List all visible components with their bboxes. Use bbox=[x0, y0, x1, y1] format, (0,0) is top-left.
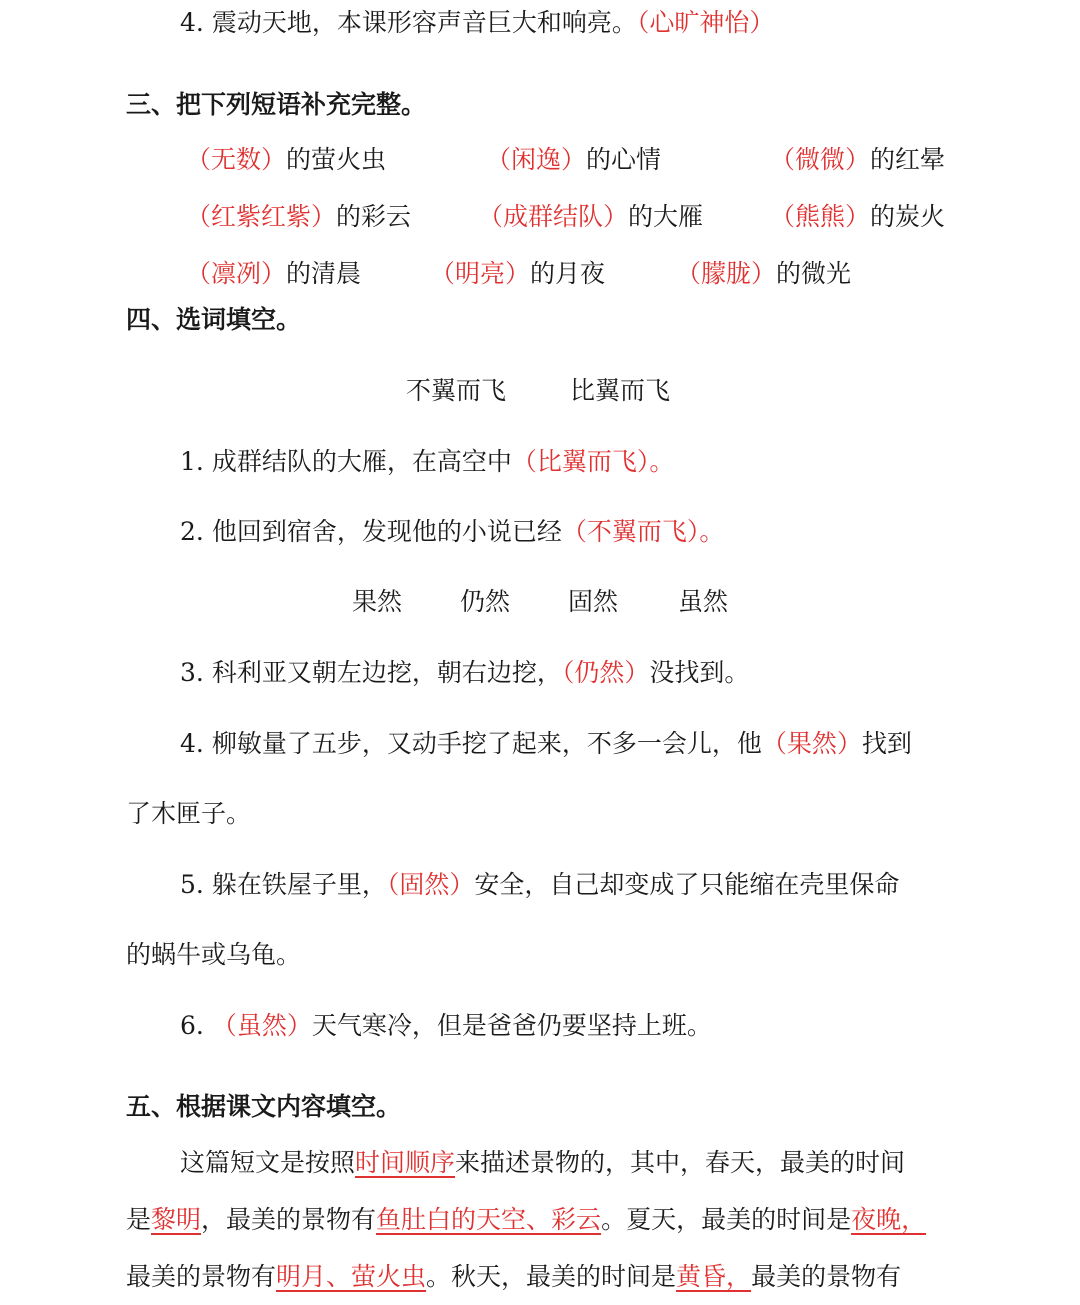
answer-text: 虽然 bbox=[236, 1011, 287, 1040]
phrase-suffix: 的大雁 bbox=[628, 202, 704, 231]
phrase-item: （熊熊）的炭火 bbox=[770, 202, 946, 231]
answer-close-paren: ）。 bbox=[686, 517, 725, 546]
phrase-item: （朦胧）的微光 bbox=[676, 259, 852, 288]
item-number: 4. bbox=[180, 8, 204, 37]
phrase-answer: 明亮 bbox=[455, 259, 506, 288]
phrase-suffix: 的萤火虫 bbox=[286, 145, 387, 174]
phrase-item: （微微）的红晕 bbox=[770, 145, 946, 174]
question-number: 3. bbox=[180, 658, 204, 687]
phrase-item: （闲逸）的心情 bbox=[486, 145, 662, 174]
question-text-after: 安全，自己却变成了只能缩在壳里保命 bbox=[474, 870, 900, 899]
answer-close-paren: ）。 bbox=[636, 447, 675, 476]
word-bank-word: 果然 bbox=[352, 587, 403, 616]
phrase-suffix: 的月夜 bbox=[530, 259, 606, 288]
question-1 bbox=[180, 445, 674, 479]
phrase-answer: 成群结队 bbox=[503, 202, 604, 231]
phrase-suffix: 的微光 bbox=[776, 259, 852, 288]
answer-open-paren: （ bbox=[561, 658, 575, 687]
phrase-answer: 红紫红紫 bbox=[211, 202, 312, 231]
question-text: 他回到宿舍，发现他的小说已经 bbox=[211, 517, 562, 546]
passage-line-1 bbox=[180, 1146, 905, 1180]
passage-answer: 时间顺序 bbox=[355, 1148, 456, 1177]
passage-text: 。夏天，最美的时间是 bbox=[601, 1205, 852, 1234]
passage-line-2 bbox=[126, 1203, 926, 1237]
question-4-continuation: 了木匣子。 bbox=[126, 799, 252, 828]
answer-open-paren: （ bbox=[386, 870, 400, 899]
phrase-answer: 朦胧 bbox=[701, 259, 752, 288]
question-number: 4. bbox=[180, 729, 204, 758]
question-text: 柳敏量了五步，又动手挖了起来，不多一会儿，他 bbox=[211, 729, 762, 758]
word-bank-word: 仍然 bbox=[460, 587, 511, 616]
answer-close-paren: ） bbox=[624, 658, 650, 687]
question-number: 5. bbox=[180, 870, 204, 899]
question-6 bbox=[180, 1009, 712, 1043]
phrase-answer: 凛冽 bbox=[211, 259, 262, 288]
section5-heading: 五、根据课文内容填空。 bbox=[126, 1092, 402, 1121]
phrase-suffix: 的清晨 bbox=[286, 259, 362, 288]
question-text-after: 找到 bbox=[861, 729, 912, 758]
answer-close-paren: ） bbox=[449, 870, 475, 899]
question-text-after: 天气寒冷，但是爸爸仍要坚持上班。 bbox=[311, 1011, 712, 1040]
passage-text: 最美的景物有 bbox=[751, 1262, 902, 1291]
answer-text: 不翼而飞 bbox=[586, 517, 687, 546]
question-3 bbox=[180, 656, 749, 690]
phrase-answer: 闲逸 bbox=[511, 145, 562, 174]
section3-heading: 三、把下列短语补充完整。 bbox=[126, 90, 427, 119]
answer-close-paren: ） bbox=[749, 8, 775, 37]
phrase-suffix: 的炭火 bbox=[870, 202, 946, 231]
question-5 bbox=[180, 868, 899, 902]
question-4 bbox=[180, 727, 912, 761]
passage-answer: 鱼肚白的天空、彩云 bbox=[376, 1205, 602, 1234]
passage-answer: 黄昏， bbox=[676, 1262, 752, 1291]
word-bank-word: 固然 bbox=[568, 587, 619, 616]
passage-answer: 明月、萤火虫 bbox=[276, 1262, 427, 1291]
word-bank-word: 比翼而飞 bbox=[570, 376, 671, 405]
question-text: 躲在铁屋子里， bbox=[211, 870, 387, 899]
answer-text: 固然 bbox=[399, 870, 450, 899]
answer-open-paren: （ bbox=[636, 8, 650, 37]
answer-close-paren: ） bbox=[836, 729, 862, 758]
question-2 bbox=[180, 515, 724, 549]
question-text: 成群结队的大雁，在高空中 bbox=[211, 447, 512, 476]
answer-text: 仍然 bbox=[574, 658, 625, 687]
answer-text: 心旷神怡 bbox=[649, 8, 750, 37]
passage-answer: 黎明 bbox=[151, 1205, 202, 1234]
answer-open-paren: （ bbox=[511, 447, 537, 476]
phrase-item: （红紫红紫）的彩云 bbox=[186, 202, 412, 231]
section4-heading: 四、选词填空。 bbox=[126, 305, 302, 334]
passage-text: 这篇短文是按照 bbox=[180, 1148, 356, 1177]
answer-text: 比翼而飞 bbox=[536, 447, 637, 476]
passage-text: 。秋天，最美的时间是 bbox=[426, 1262, 677, 1291]
answer-text: 果然 bbox=[786, 729, 837, 758]
answer-open-paren: （ bbox=[561, 517, 587, 546]
passage-text: 是 bbox=[126, 1205, 152, 1234]
passage-text: ，最美的景物有 bbox=[201, 1205, 377, 1234]
question-number: 1. bbox=[180, 447, 204, 476]
answer-open-paren: （ bbox=[211, 1011, 237, 1040]
word-bank-word: 不翼而飞 bbox=[406, 376, 507, 405]
phrase-suffix: 的心情 bbox=[586, 145, 662, 174]
phrase-answer: 熊熊 bbox=[795, 202, 846, 231]
question-text: 科利亚又朝左边挖，朝右边挖， bbox=[211, 658, 562, 687]
item-text: 震动天地，本课形容声音巨大和响亮。 bbox=[211, 8, 637, 37]
phrase-answer: 微微 bbox=[795, 145, 846, 174]
passage-text: 来描述景物的，其中，春天，最美的时间 bbox=[455, 1148, 906, 1177]
passage-answer: 夜晚， bbox=[851, 1205, 927, 1234]
question-number: 6. bbox=[180, 1011, 204, 1040]
passage-line-3 bbox=[126, 1260, 901, 1294]
passage-text: 最美的景物有 bbox=[126, 1262, 277, 1291]
answer-open-paren: （ bbox=[761, 729, 787, 758]
question-5-continuation: 的蜗牛或乌龟。 bbox=[126, 940, 302, 969]
phrase-suffix: 的彩云 bbox=[336, 202, 412, 231]
phrase-answer: 无数 bbox=[211, 145, 262, 174]
word-bank-word: 虽然 bbox=[678, 587, 729, 616]
question-text-after: 没找到。 bbox=[649, 658, 750, 687]
phrase-suffix: 的红晕 bbox=[870, 145, 946, 174]
phrase-item: （无数）的萤火虫 bbox=[186, 145, 387, 174]
answer-close-paren: ） bbox=[286, 1011, 312, 1040]
phrase-item: （凛冽）的清晨 bbox=[186, 259, 362, 288]
phrase-item: （成群结队）的大雁 bbox=[478, 202, 704, 231]
section2-item4 bbox=[180, 6, 774, 40]
phrase-item: （明亮）的月夜 bbox=[430, 259, 606, 288]
question-number: 2. bbox=[180, 517, 204, 546]
